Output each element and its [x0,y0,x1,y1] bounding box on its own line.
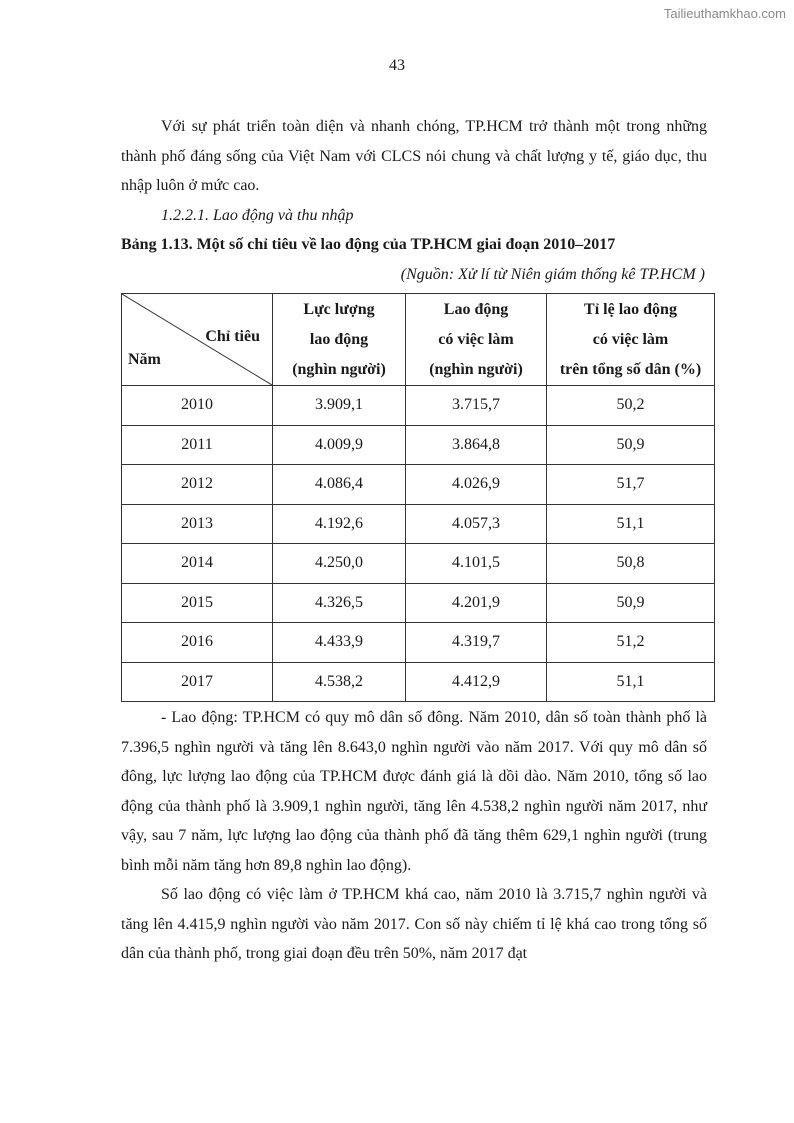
column-header-line: Lực lượng [303,300,375,318]
cell-labor-force: 4.009,9 [273,425,406,465]
table-row [122,465,715,505]
cell-year: 2012 [122,465,273,505]
cell-ratio: 51,1 [547,504,715,544]
cell-ratio: 50,8 [547,544,715,584]
cell-year: 2011 [122,425,273,465]
column-header-line: có việc làm [592,330,669,348]
cell-ratio: 51,7 [547,465,715,505]
table-row [122,544,715,584]
cell-employed: 4.201,9 [406,583,547,623]
table-caption: Bảng 1.13. Một số chỉ tiêu về lao động của TP.HCM giai đoạn 2010–2017 [121,236,616,253]
watermark: Tailieuthamkhao.com [663,6,786,21]
column-header-line: (nghìn người) [292,360,386,378]
cell-employed: 4.412,9 [406,662,547,702]
cell-year: 2014 [122,544,273,584]
column-header-line: lao động [309,330,369,348]
table-row [122,425,715,465]
column-header-ratio [547,294,715,386]
cell-year: 2010 [122,386,273,426]
column-header-line: trên tổng số dân (%) [559,360,702,378]
cell-year: 2013 [122,504,273,544]
cell-employed: 3.864,8 [406,425,547,465]
paragraph-labor: - Lao động: TP.HCM có quy mô dân số đông. Năm 2010, dân số toàn thành phố là 7.396,5 nghìn người và tăng lên 8.643,0 nghìn người vào năm 2017. Với quy mô dân số đông, lực lượng lao động của TP.HCM được đánh giá là dồi dào. Năm 2010, tổng số lao động của thành phố là 3.909,1 nghìn người, tăng lên 4.538,2 nghìn người năm 2017, như vậy, sau 7 năm, lực lượng lao động của thành phố đã tăng thêm 629,1 nghìn người (trung bình mỗi năm tăng hơn 89,8 nghìn lao động). [121,709,707,874]
table-row [122,662,715,702]
cell-labor-force: 4.250,0 [273,544,406,584]
cell-year: 2017 [122,662,273,702]
cell-ratio: 51,1 [547,662,715,702]
paragraph-employment: Số lao động có việc làm ở TP.HCM khá cao, năm 2010 là 3.715,7 nghìn người và tăng lên 4.415,9 nghìn người vào năm 2017. Con số này chiếm tỉ lệ khá cao trong tổng số dân của thành phố, trong giai đoạn đều trên 50%, năm 2017 đạt [121,886,707,962]
table-source: (Nguồn: Xử lí từ Niên giám thống kê TP.HCM ) [400,265,705,283]
cell-ratio: 50,9 [547,583,715,623]
column-header-line: Tỉ lệ lao động [584,300,677,318]
cell-employed: 4.057,3 [406,504,547,544]
cell-ratio: 50,9 [547,425,715,465]
intro-block [121,112,707,289]
cell-ratio: 50,2 [547,386,715,426]
cell-employed: 3.715,7 [406,386,547,426]
table-row [122,583,715,623]
corner-header-cell [122,294,273,386]
corner-label-indicator: Chỉ tiêu [205,328,260,345]
column-header-line: Lao động [443,300,509,318]
labor-table [121,293,715,702]
cell-employed: 4.101,5 [406,544,547,584]
section-heading: 1.2.2.1. Lao động và thu nhập [161,206,354,224]
cell-labor-force: 4.433,9 [273,623,406,663]
table-header-row [122,294,715,386]
cell-year: 2015 [122,583,273,623]
cell-labor-force: 3.909,1 [273,386,406,426]
table-row [122,623,715,663]
cell-labor-force: 4.326,5 [273,583,406,623]
table-row [122,504,715,544]
intro-paragraph: Với sự phát triển toàn diện và nhanh chóng, TP.HCM trở thành một trong những thành phố đáng sống của Việt Nam với CLCS nói chung và chất lượng y tế, giáo dục, thu nhập luôn ở mức cao. [121,118,707,194]
column-header-employed [406,294,547,386]
cell-labor-force: 4.192,6 [273,504,406,544]
cell-year: 2016 [122,623,273,663]
cell-ratio: 51,2 [547,623,715,663]
column-header-line: có việc làm [438,330,514,348]
column-header-labor-force [273,294,406,386]
body-text [121,703,707,969]
cell-labor-force: 4.538,2 [273,662,406,702]
page-number: 43 [389,57,405,74]
cell-labor-force: 4.086,4 [273,465,406,505]
cell-employed: 4.026,9 [406,465,547,505]
table-row [122,386,715,426]
cell-employed: 4.319,7 [406,623,547,663]
corner-label-year: Năm [128,351,161,368]
column-header-line: (nghìn người) [429,360,523,378]
